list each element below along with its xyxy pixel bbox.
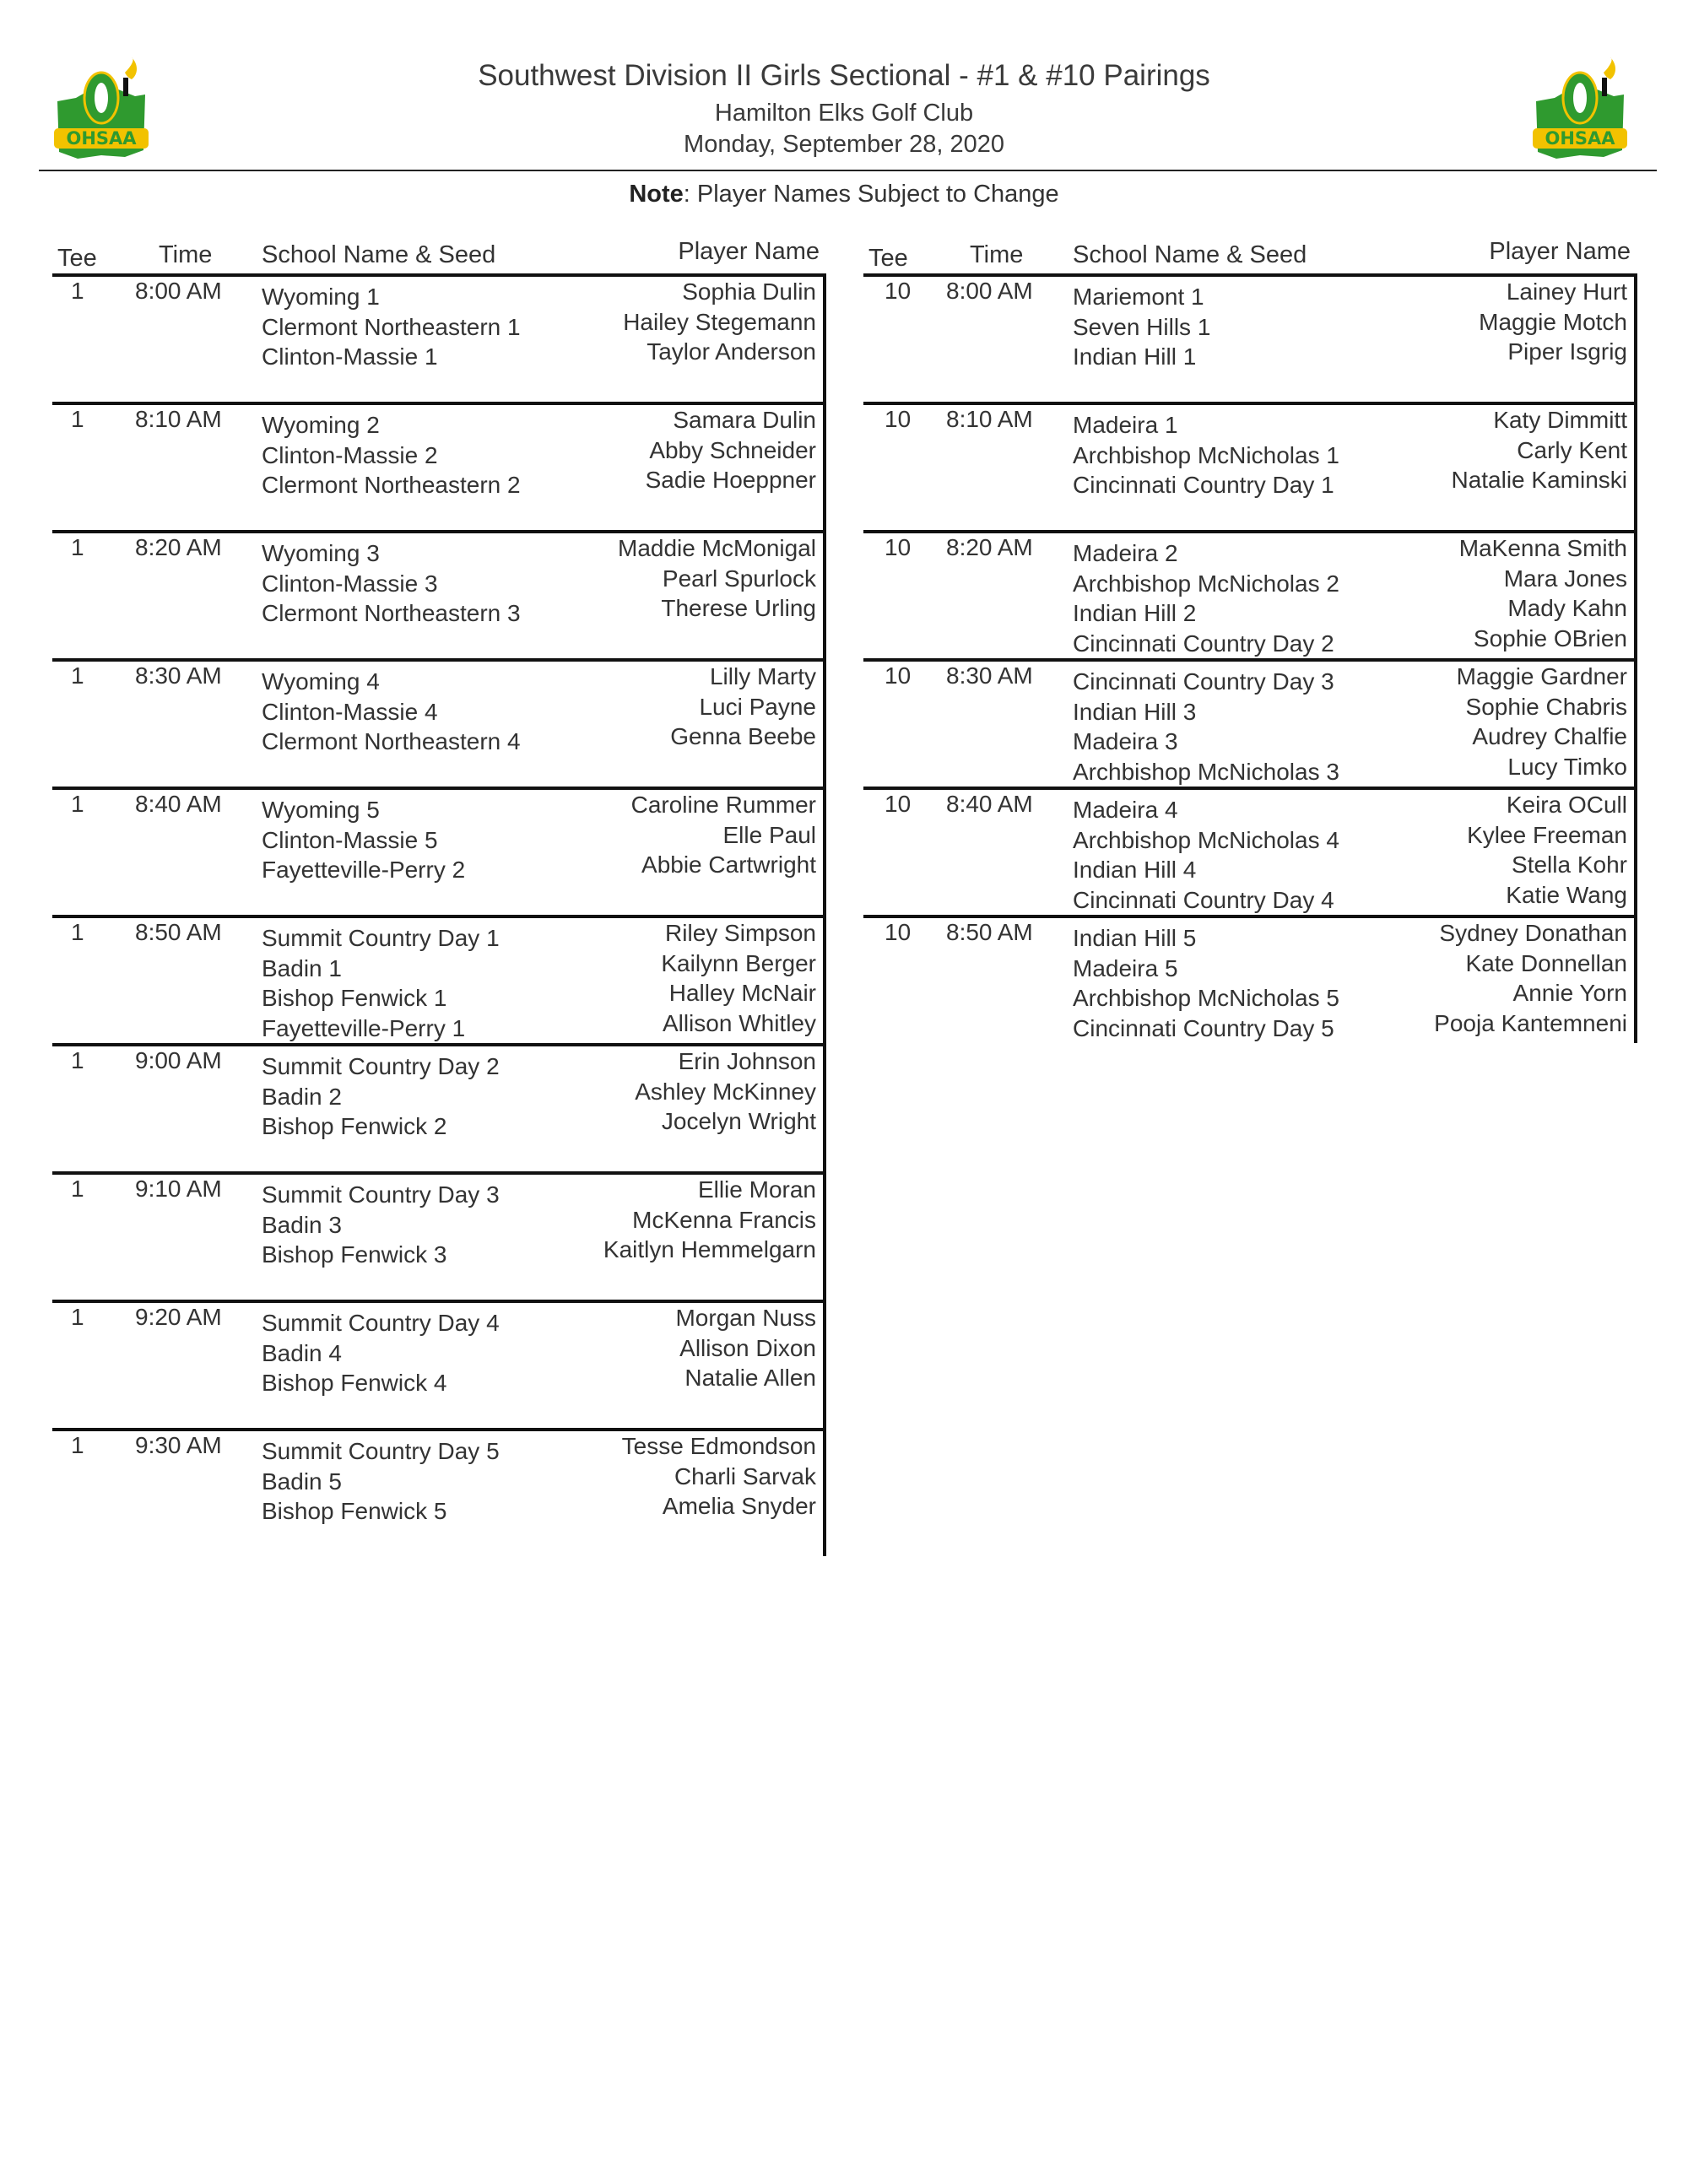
group-time: 9:10 AM bbox=[135, 1176, 222, 1202]
player-name: Riley Simpson bbox=[665, 920, 816, 946]
tee-1-column bbox=[52, 240, 826, 1556]
school-list bbox=[262, 923, 500, 1043]
note-label: Note bbox=[629, 181, 684, 208]
school-seed: Bishop Fenwick 4 bbox=[262, 1370, 447, 1396]
school-seed: Summit Country Day 1 bbox=[262, 925, 500, 951]
player-name: Ellie Moran bbox=[697, 1176, 816, 1203]
player-name: Lucy Timko bbox=[1507, 753, 1627, 780]
school-list bbox=[1073, 538, 1339, 658]
school-seed: Cincinnati Country Day 3 bbox=[1073, 668, 1334, 695]
school-seed: Bishop Fenwick 5 bbox=[262, 1498, 447, 1524]
header-school: School Name & Seed bbox=[1073, 241, 1307, 268]
group-time: 8:10 AM bbox=[946, 406, 1033, 432]
header-time: Time bbox=[970, 241, 1024, 268]
school-seed: Clermont Northeastern 4 bbox=[262, 728, 521, 754]
player-list bbox=[1451, 405, 1627, 495]
group-time: 8:10 AM bbox=[135, 406, 222, 432]
school-seed: Clermont Northeastern 3 bbox=[262, 600, 521, 626]
player-name: Luci Payne bbox=[699, 693, 816, 720]
column-headers bbox=[863, 240, 1637, 273]
school-list bbox=[262, 538, 521, 629]
column-headers bbox=[52, 240, 826, 273]
player-name: Erin Johnson bbox=[678, 1048, 816, 1074]
pairing-group bbox=[863, 402, 1637, 530]
group-tee: 10 bbox=[885, 662, 912, 689]
player-name: Carly Kent bbox=[1517, 436, 1627, 463]
note bbox=[0, 181, 1688, 208]
school-list bbox=[1073, 282, 1210, 372]
school-seed: Wyoming 2 bbox=[262, 412, 380, 438]
player-name: Morgan Nuss bbox=[675, 1305, 816, 1331]
school-list bbox=[1073, 795, 1339, 915]
pairing-group bbox=[52, 273, 826, 402]
school-seed: Bishop Fenwick 3 bbox=[262, 1241, 447, 1268]
player-list bbox=[631, 790, 816, 880]
player-name: Pearl Spurlock bbox=[662, 565, 816, 592]
player-name: Maggie Motch bbox=[1479, 308, 1627, 335]
school-seed: Indian Hill 2 bbox=[1073, 600, 1197, 626]
player-name: Kate Donnellan bbox=[1465, 949, 1627, 976]
player-name: Charli Sarvak bbox=[674, 1462, 816, 1489]
pairing-group bbox=[52, 402, 826, 530]
school-seed: Indian Hill 5 bbox=[1073, 925, 1197, 951]
player-name: Tesse Edmondson bbox=[621, 1433, 816, 1459]
school-list bbox=[262, 1051, 500, 1142]
player-name: Audrey Chalfie bbox=[1472, 723, 1627, 749]
group-tee: 1 bbox=[71, 534, 84, 560]
player-name: Allison Whitley bbox=[662, 1009, 816, 1036]
player-name: Lilly Marty bbox=[709, 663, 816, 689]
school-seed: Archbishop McNicholas 2 bbox=[1073, 570, 1339, 597]
player-list bbox=[1434, 918, 1627, 1038]
group-tee: 10 bbox=[885, 534, 912, 560]
school-seed: Wyoming 5 bbox=[262, 797, 380, 823]
note-text: : Player Names Subject to Change bbox=[683, 181, 1059, 208]
school-seed: Cincinnati Country Day 2 bbox=[1073, 630, 1334, 657]
group-tee: 1 bbox=[71, 1304, 84, 1330]
pairing-group bbox=[52, 1428, 826, 1556]
school-seed: Clinton-Massie 1 bbox=[262, 343, 438, 370]
player-list bbox=[675, 1303, 816, 1393]
school-seed: Mariemont 1 bbox=[1073, 284, 1204, 310]
player-list bbox=[1467, 790, 1627, 910]
group-tee: 1 bbox=[71, 919, 84, 945]
school-seed: Summit Country Day 2 bbox=[262, 1053, 500, 1079]
pairing-group bbox=[863, 915, 1637, 1043]
tee-10-groups bbox=[863, 273, 1637, 1043]
player-list bbox=[618, 533, 816, 624]
group-time: 8:00 AM bbox=[135, 278, 222, 304]
school-seed: Badin 1 bbox=[262, 954, 342, 981]
school-list bbox=[262, 282, 521, 372]
school-seed: Archbishop McNicholas 4 bbox=[1073, 826, 1339, 853]
school-seed: Archbishop McNicholas 3 bbox=[1073, 758, 1339, 785]
player-name: Samara Dulin bbox=[673, 407, 816, 433]
pairing-group bbox=[52, 530, 826, 658]
school-list bbox=[262, 1180, 500, 1270]
player-list bbox=[635, 1046, 816, 1137]
school-seed: Clinton-Massie 5 bbox=[262, 826, 438, 853]
group-time: 8:30 AM bbox=[135, 662, 222, 689]
player-name: Natalie Kaminski bbox=[1451, 467, 1627, 493]
school-seed: Cincinnati Country Day 5 bbox=[1073, 1014, 1334, 1041]
group-tee: 10 bbox=[885, 406, 912, 432]
school-seed: Clinton-Massie 2 bbox=[262, 441, 438, 468]
group-tee: 10 bbox=[885, 919, 912, 945]
header-divider bbox=[39, 170, 1657, 171]
school-seed: Summit Country Day 5 bbox=[262, 1438, 500, 1464]
player-name: Kailynn Berger bbox=[661, 949, 816, 976]
player-name: Katie Wang bbox=[1506, 881, 1627, 908]
school-seed: Wyoming 1 bbox=[262, 284, 380, 310]
pairing-group bbox=[52, 915, 826, 1043]
player-list bbox=[646, 405, 816, 495]
school-list bbox=[1073, 667, 1339, 787]
player-name: Sophia Dulin bbox=[682, 278, 816, 305]
school-list bbox=[1073, 410, 1339, 500]
player-name: Sophie OBrien bbox=[1473, 624, 1627, 651]
pairing-group bbox=[52, 787, 826, 915]
player-list bbox=[1479, 277, 1627, 367]
school-seed: Seven Hills 1 bbox=[1073, 313, 1211, 340]
player-name: Jocelyn Wright bbox=[661, 1108, 816, 1134]
header-player: Player Name bbox=[678, 238, 820, 265]
player-list bbox=[603, 1175, 816, 1265]
header-time: Time bbox=[159, 241, 213, 268]
school-seed: Madeira 2 bbox=[1073, 540, 1178, 566]
player-name: Natalie Allen bbox=[684, 1365, 816, 1391]
school-seed: Indian Hill 3 bbox=[1073, 698, 1197, 725]
player-name: Keira OCull bbox=[1506, 792, 1627, 818]
player-name: Abby Schneider bbox=[649, 436, 816, 463]
school-list bbox=[262, 667, 521, 757]
school-seed: Bishop Fenwick 2 bbox=[262, 1113, 447, 1139]
player-name: Taylor Anderson bbox=[647, 338, 816, 365]
group-time: 9:00 AM bbox=[135, 1047, 222, 1073]
school-seed: Fayetteville-Perry 1 bbox=[262, 1014, 466, 1041]
player-name: Lainey Hurt bbox=[1506, 278, 1627, 305]
group-tee: 1 bbox=[71, 1176, 84, 1202]
group-tee: 1 bbox=[71, 1432, 84, 1458]
player-name: McKenna Francis bbox=[632, 1206, 816, 1233]
pairing-group bbox=[863, 273, 1637, 402]
school-seed: Clermont Northeastern 2 bbox=[262, 472, 521, 498]
player-name: Annie Yorn bbox=[1512, 980, 1627, 1006]
player-name: Katy Dimmitt bbox=[1493, 407, 1627, 433]
player-name: Kaitlyn Hemmelgarn bbox=[603, 1236, 816, 1262]
group-tee: 10 bbox=[885, 791, 912, 817]
school-seed: Badin 2 bbox=[262, 1083, 342, 1110]
player-name: Therese Urling bbox=[661, 595, 816, 621]
school-list bbox=[262, 1436, 500, 1527]
school-seed: Bishop Fenwick 1 bbox=[262, 985, 447, 1011]
player-list bbox=[622, 1431, 816, 1522]
group-tee: 1 bbox=[71, 1047, 84, 1073]
player-name: Caroline Rummer bbox=[630, 792, 816, 818]
school-seed: Archbishop McNicholas 1 bbox=[1073, 441, 1339, 468]
player-name: Pooja Kantemneni bbox=[1434, 1009, 1627, 1036]
group-time: 8:20 AM bbox=[946, 534, 1033, 560]
group-time: 8:40 AM bbox=[135, 791, 222, 817]
player-list bbox=[661, 918, 816, 1038]
pairing-group bbox=[52, 1171, 826, 1300]
school-seed: Madeira 4 bbox=[1073, 797, 1178, 823]
school-seed: Badin 3 bbox=[262, 1211, 342, 1238]
school-list bbox=[262, 795, 465, 885]
pairing-group bbox=[52, 658, 826, 787]
pairing-group bbox=[863, 530, 1637, 658]
player-name: Halley McNair bbox=[668, 980, 816, 1006]
group-time: 8:50 AM bbox=[946, 919, 1033, 945]
tee-1-groups bbox=[52, 273, 826, 1556]
player-name: Amelia Snyder bbox=[662, 1493, 816, 1519]
player-name: Sydney Donathan bbox=[1439, 920, 1627, 946]
school-seed: Archbishop McNicholas 5 bbox=[1073, 985, 1339, 1011]
player-name: Ashley McKinney bbox=[635, 1078, 816, 1105]
school-list bbox=[1073, 923, 1339, 1043]
group-tee: 10 bbox=[885, 278, 912, 304]
group-time: 8:40 AM bbox=[946, 791, 1033, 817]
player-name: Mady Kahn bbox=[1507, 595, 1627, 621]
header-player: Player Name bbox=[1489, 238, 1631, 265]
player-name: Abbie Cartwright bbox=[641, 851, 816, 878]
header-school: School Name & Seed bbox=[262, 241, 496, 268]
school-seed: Badin 4 bbox=[262, 1339, 342, 1366]
tee-10-column bbox=[863, 240, 1637, 1043]
player-name: Maggie Gardner bbox=[1456, 663, 1627, 689]
group-tee: 1 bbox=[71, 791, 84, 817]
player-name: Hailey Stegemann bbox=[623, 308, 816, 335]
school-seed: Cincinnati Country Day 1 bbox=[1073, 472, 1334, 498]
header-tee: Tee bbox=[868, 245, 908, 272]
school-seed: Clermont Northeastern 1 bbox=[262, 313, 521, 340]
group-time: 8:50 AM bbox=[135, 919, 222, 945]
group-tee: 1 bbox=[71, 662, 84, 689]
group-time: 8:00 AM bbox=[946, 278, 1033, 304]
pairing-group bbox=[52, 1043, 826, 1171]
school-seed: Fayetteville-Perry 2 bbox=[262, 857, 466, 883]
event-date: Monday, September 28, 2020 bbox=[684, 131, 1004, 158]
group-tee: 1 bbox=[71, 278, 84, 304]
header-tee: Tee bbox=[57, 245, 97, 272]
school-seed: Clinton-Massie 4 bbox=[262, 698, 438, 725]
group-time: 8:30 AM bbox=[946, 662, 1033, 689]
player-name: Sophie Chabris bbox=[1465, 693, 1627, 720]
player-name: Mara Jones bbox=[1503, 565, 1627, 592]
logo-left-text: OHSAA bbox=[66, 128, 137, 149]
school-seed: Wyoming 4 bbox=[262, 668, 380, 695]
school-seed: Summit Country Day 4 bbox=[262, 1310, 500, 1336]
school-seed: Badin 5 bbox=[262, 1468, 342, 1495]
pairing-group bbox=[863, 787, 1637, 915]
pairing-group bbox=[52, 1300, 826, 1428]
group-tee: 1 bbox=[71, 406, 84, 432]
logo-right-text: OHSAA bbox=[1545, 128, 1615, 149]
player-name: Piper Isgrig bbox=[1507, 338, 1627, 365]
player-name: Elle Paul bbox=[722, 821, 816, 848]
school-seed: Clinton-Massie 3 bbox=[262, 570, 438, 597]
player-name: Allison Dixon bbox=[679, 1334, 816, 1361]
school-list bbox=[262, 1308, 500, 1398]
school-list bbox=[262, 410, 521, 500]
school-seed: Madeira 1 bbox=[1073, 412, 1178, 438]
player-name: Kylee Freeman bbox=[1467, 821, 1627, 848]
school-seed: Indian Hill 4 bbox=[1073, 857, 1197, 883]
player-list bbox=[623, 277, 816, 367]
page-title: Southwest Division II Girls Sectional - #1 & #10 Pairings bbox=[478, 59, 1210, 92]
venue-name: Hamilton Elks Golf Club bbox=[714, 100, 974, 127]
player-list bbox=[670, 662, 816, 752]
school-seed: Wyoming 3 bbox=[262, 540, 380, 566]
group-time: 9:30 AM bbox=[135, 1432, 222, 1458]
pairing-group bbox=[863, 658, 1637, 787]
school-seed: Summit Country Day 3 bbox=[262, 1181, 500, 1208]
player-name: MaKenna Smith bbox=[1458, 535, 1627, 561]
player-list bbox=[1457, 662, 1627, 781]
group-time: 9:20 AM bbox=[135, 1304, 222, 1330]
school-seed: Indian Hill 1 bbox=[1073, 343, 1197, 370]
school-seed: Cincinnati Country Day 4 bbox=[1073, 886, 1334, 913]
player-name: Maddie McMonigal bbox=[618, 535, 816, 561]
player-name: Genna Beebe bbox=[670, 723, 816, 749]
school-seed: Madeira 3 bbox=[1073, 728, 1178, 754]
player-name: Stella Kohr bbox=[1512, 851, 1627, 878]
player-name: Sadie Hoeppner bbox=[645, 467, 816, 493]
player-list bbox=[1459, 533, 1627, 653]
group-time: 8:20 AM bbox=[135, 534, 222, 560]
school-seed: Madeira 5 bbox=[1073, 954, 1178, 981]
